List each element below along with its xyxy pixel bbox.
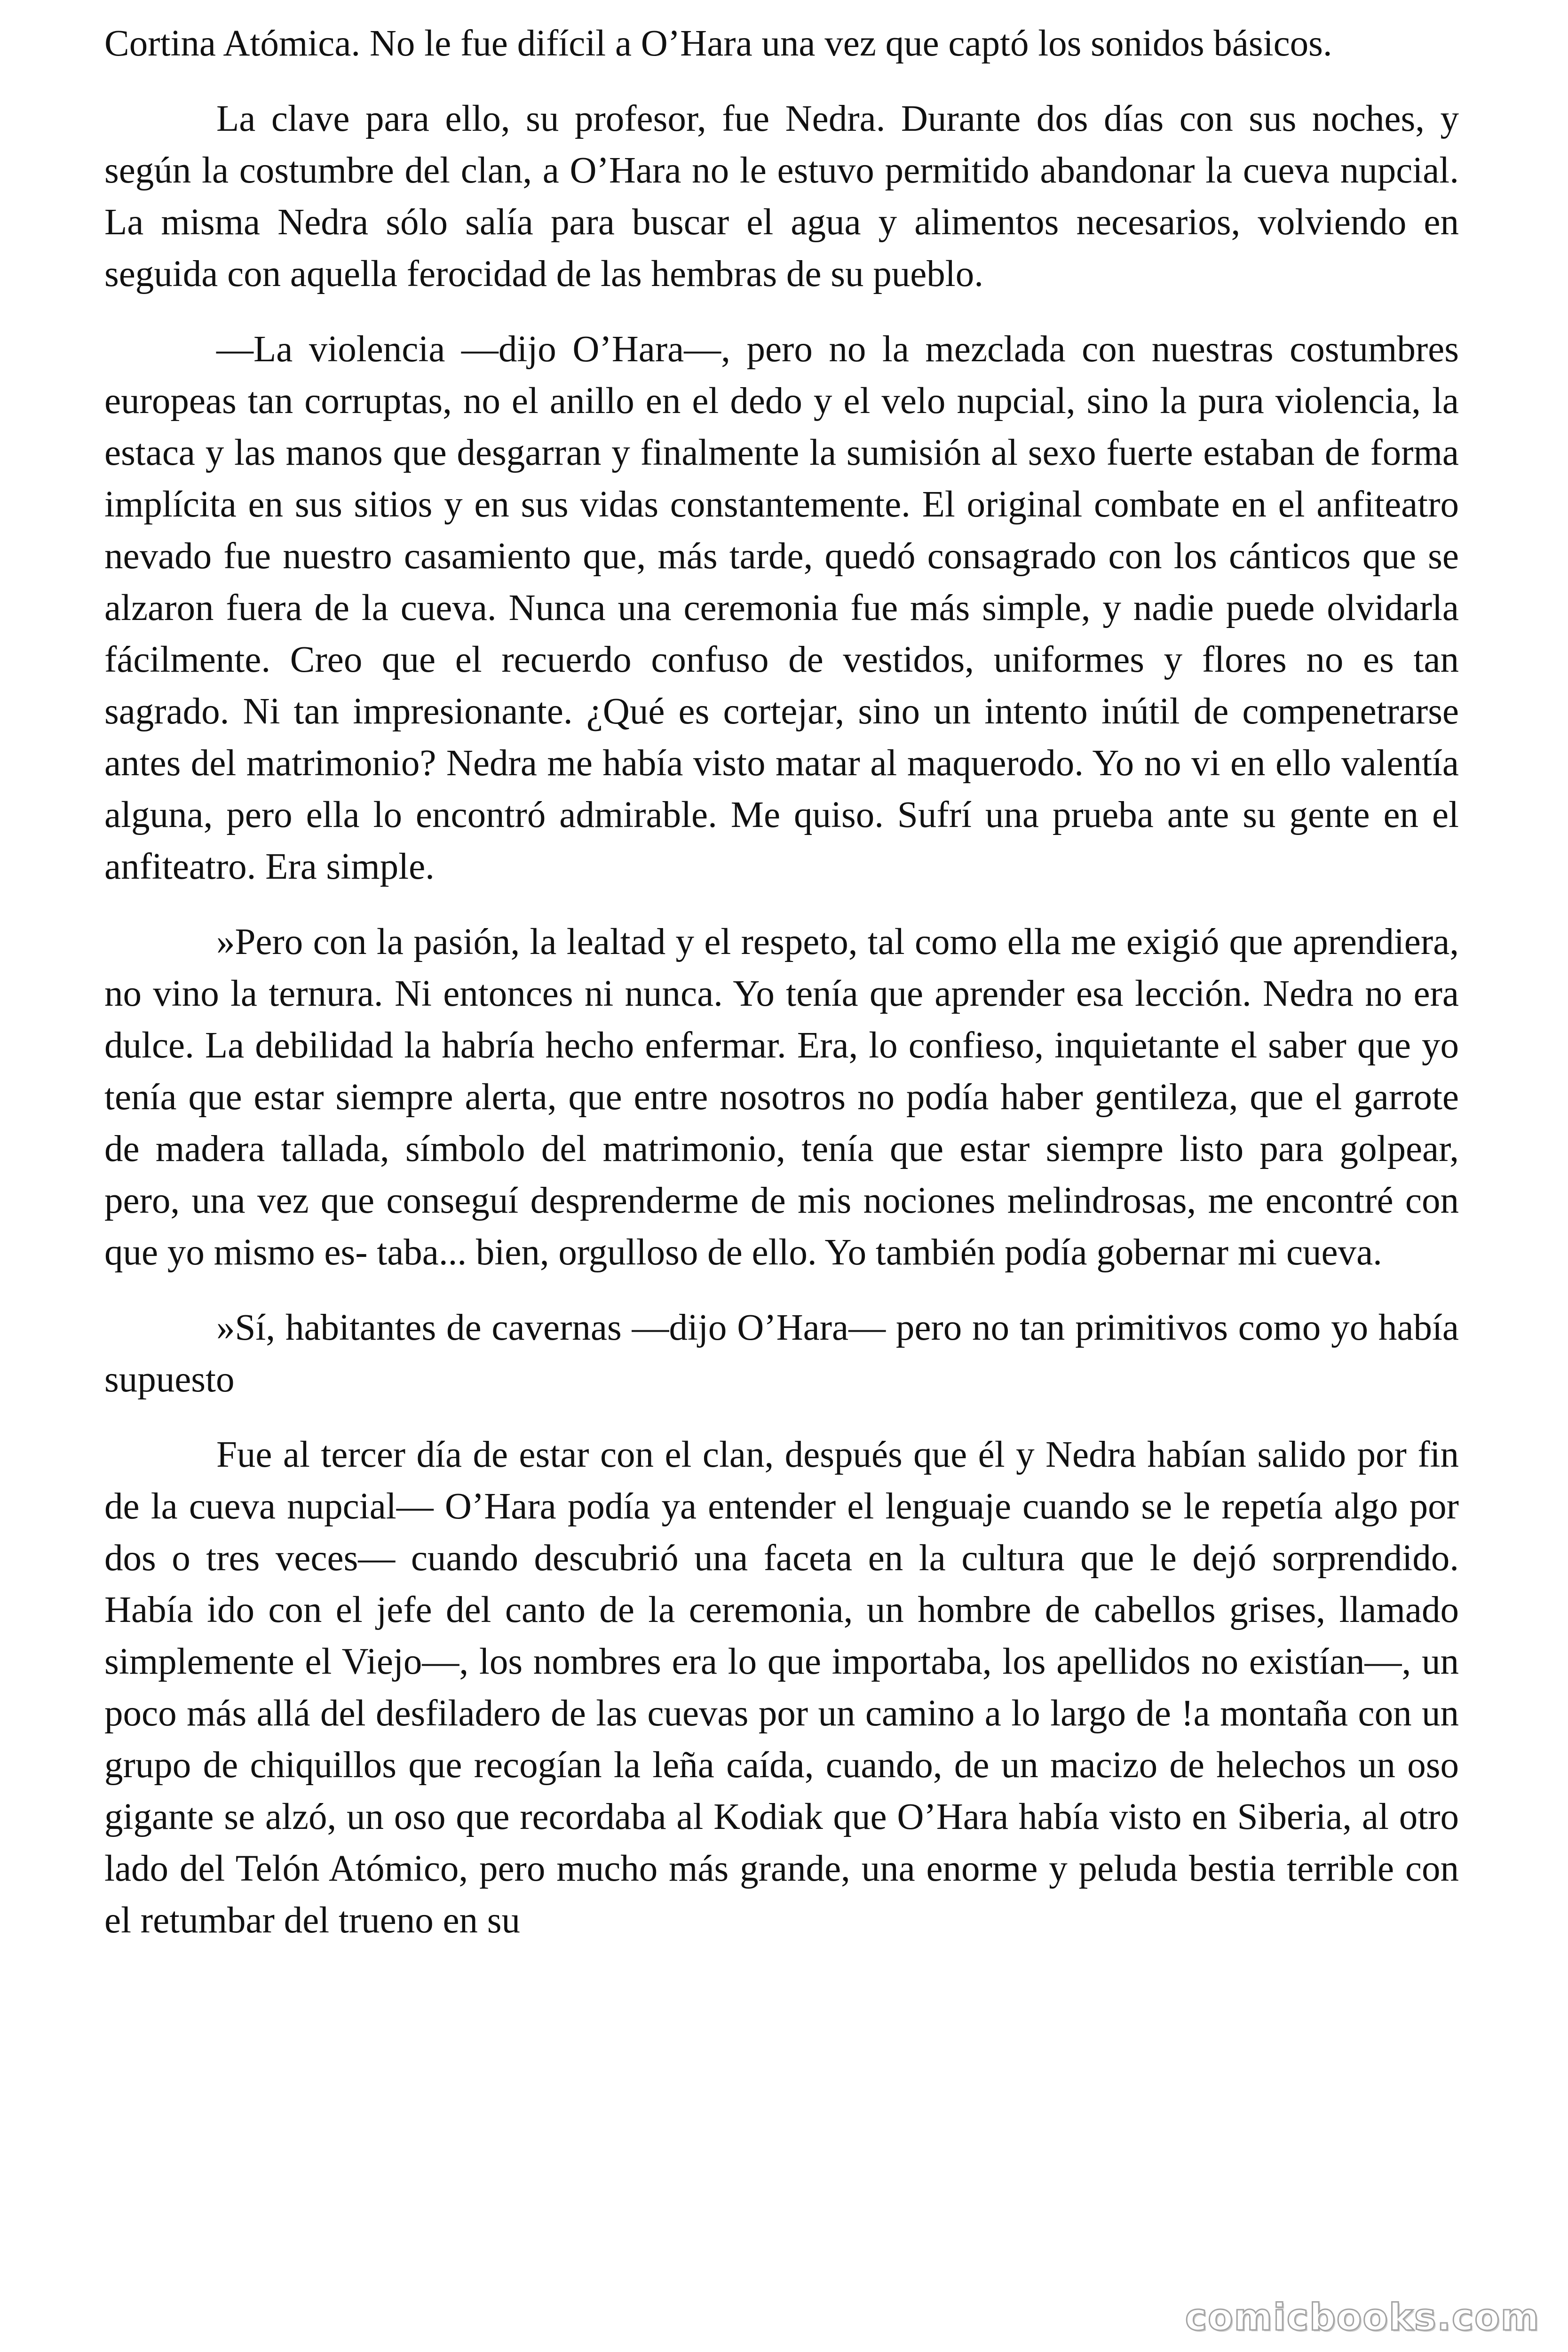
document-body: [104, 18, 1459, 1970]
paragraph-3: —La violencia —dijo O’Hara—, pero no la mezclada con nuestras costumbres europeas tan corruptas, no el anillo en el dedo y el velo nupcial, sino la pura violencia, la estaca y las manos que desgarran y finalmente la sumisión al sexo fuerte estaban de forma implícita en sus sitios y en sus vidas constantemente. El original combate en el anfiteatro nevado fue nuestro casamiento que, más tarde, quedó consagrado con los cánticos que se alzaron fuera de la cueva. Nunca una ceremonia fue más simple, y nadie puede olvidarla fácilmente. Creo que el recuerdo confuso de vestidos, uniformes y flores no es tan sagrado. Ni tan impresionante. ¿Qué es cortejar, sino un intento inútil de compenetrarse antes del matrimonio? Nedra me había visto matar al maquerodo. Yo no vi en ello valentía alguna, pero ella lo encontró admirable. Me quiso. Sufrí una prueba ante su gente en el anfiteatro. Era simple.: [104, 329, 1459, 887]
paragraph-2: La clave para ello, su profesor, fue Nedra. Durante dos días con sus noches, y según la costumbre del clan, a O’Hara no le estuvo permitido abandonar la cueva nupcial. La misma Nedra sólo salía para buscar el agua y alimentos necesarios, volviendo en seguida con aquella ferocidad de las hembras de su pueblo.: [104, 98, 1459, 294]
watermark: comicbooks.com: [1185, 2296, 1540, 2339]
paragraph-1: Cortina Atómica. No le fue difícil a O’Hara una vez que captó los sonidos básicos.: [104, 23, 1332, 64]
paragraph-6: Fue al tercer día de estar con el clan, después que él y Nedra habían salido por fin de la cueva nupcial— O’Hara podía ya entender el lenguaje cuando se le repetía algo por dos o tres veces— cuando descubrió una faceta en la cultura que le dejó sorprendido. Había ido con el jefe del canto de la ceremonia, un hombre de cabellos grises, llamado simplemente el Viejo—, los nombres era lo que importaba, los apellidos no existían—, un poco más allá del desfiladero de las cuevas por un camino a lo largo de !a montaña con un grupo de chiquillos que recogían la leña caída, cuando, de un macizo de helechos un oso gigante se alzó, un oso que recordaba al Kodiak que O’Hara había visto en Siberia, al otro lado del Telón Atómico, pero mucho más grande, una enorme y peluda bestia terrible con el retumbar del trueno en su: [104, 1434, 1459, 1941]
paragraph-4: »Pero con la pasión, la lealtad y el respeto, tal como ella me exigió que aprendiera, no vino la ternura. Ni entonces ni nunca. Yo tenía que aprender esa lección. Nedra no era dulce. La debilidad la habría hecho enfermar. Era, lo confieso, inquietante el saber que yo tenía que estar siempre alerta, que entre nosotros no podía haber gentileza, que el garrote de madera tallada, símbolo del matrimonio, tenía que estar siempre listo para golpear, pero, una vez que conseguí desprenderme de mis nociones melindrosas, me encontré con que yo mismo es- taba... bien, orgulloso de ello. Yo también podía gobernar mi cueva.: [104, 922, 1459, 1273]
paragraph-5: »Sí, habitantes de cavernas —dijo O’Hara— pero no tan primitivos como yo había supuesto: [104, 1307, 1459, 1400]
